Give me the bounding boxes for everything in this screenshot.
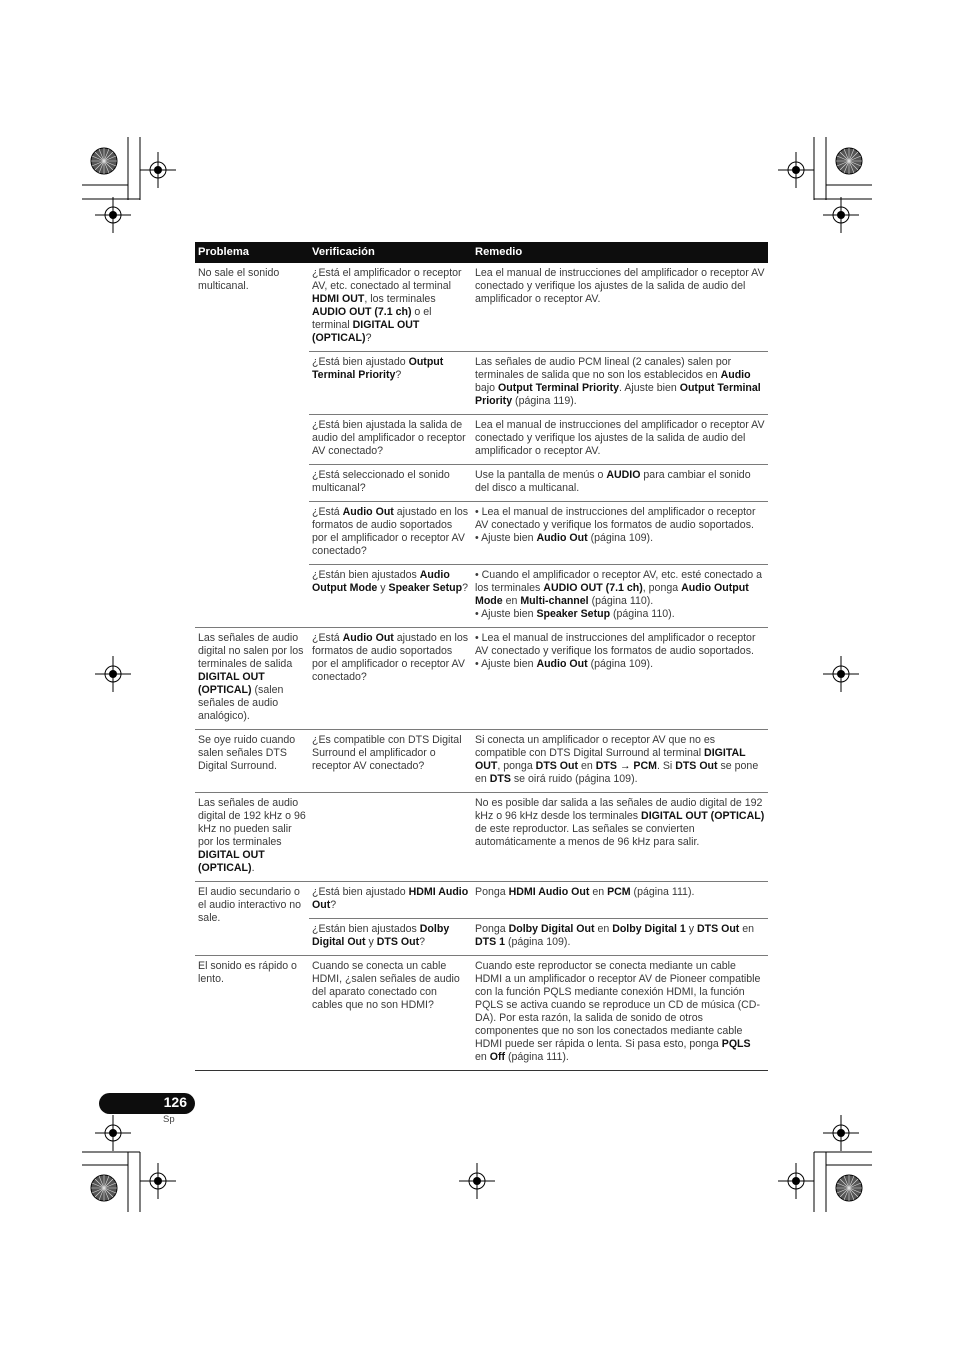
page-number: 126	[163, 1094, 187, 1110]
problem-cell: Se oye ruido cuando salen señales DTS Digital Surround.	[195, 730, 309, 793]
bold-term: DTS 1	[475, 936, 506, 948]
bold-term: Dolby Digital 1	[612, 923, 686, 935]
bullet-item: • Lea el manual de instrucciones del amplificador o receptor AV conectado y verifique los formatos de audio soportados.	[475, 632, 756, 657]
remedy-cell: Ponga HDMI Audio Out en PCM (página 111).	[472, 882, 768, 919]
bold-term: PQLS	[721, 1038, 751, 1050]
bold-term: AUDIO OUT (7.1 ch)	[543, 582, 643, 594]
troubleshooting-table	[195, 242, 768, 1071]
bold-term: DTS Out	[535, 760, 579, 772]
bold-term: Dolby Digital Out	[312, 923, 450, 948]
bold-term: DIGITAL OUT (OPTICAL)	[198, 849, 265, 874]
table-row	[195, 263, 768, 352]
bold-term: HDMI OUT	[312, 293, 365, 305]
check-cell: ¿Está bien ajustado HDMI Audio Out?	[309, 882, 472, 919]
bold-term: Output Terminal Priority	[475, 382, 761, 407]
bold-term: Audio Out	[536, 658, 588, 670]
bold-term: DTS → PCM	[595, 760, 657, 772]
remedy-cell: No es posible dar salida a las señales de audio digital de 192 kHz o 96 kHz desde los terminales DIGITAL OUT (OPTICAL) de este reproductor. Las señales se convierten automáticamente a menos de 96 kHz para salir.	[472, 793, 768, 882]
remedy-cell: Cuando este reproductor se conecta mediante un cable HDMI a un amplificador o receptor AV de Pioneer compatible con la función PQLS mediante conexión HDMI, la función PQLS se activa cuando se reproduce un CD de música (CD-DA). Por esta razón, la salida de sonido de otros componentes que no son los conectados mediante cable HDMI puede ser rápida o lenta. Si pasa esto, ponga PQLS en Off (página 111).	[472, 956, 768, 1071]
bold-term: Audio Out	[342, 632, 394, 644]
problem-cell: El audio secundario o el audio interactivo no sale.	[195, 882, 309, 956]
remedy-cell: Lea el manual de instrucciones del amplificador o receptor AV conectado y verifique los ajustes de la salida de audio del amplificador o receptor AV.	[472, 263, 768, 352]
bold-term: Audio Output Mode	[312, 569, 450, 594]
problem-cell: El sonido es rápido o lento.	[195, 956, 309, 1071]
bold-term: DTS	[489, 773, 511, 785]
bold-term: Speaker Setup	[536, 608, 611, 620]
bold-term: PCM	[607, 886, 631, 898]
check-cell: ¿Están bien ajustados Dolby Digital Out y DTS Out?	[309, 919, 472, 956]
check-cell: ¿Está Audio Out ajustado en los formatos de audio soportados por el amplificador o receptor AV conectado?	[309, 628, 472, 730]
bold-term: HDMI Audio Out	[312, 886, 469, 911]
table-header-row	[195, 242, 768, 263]
table-row	[195, 793, 768, 882]
table-row	[195, 730, 768, 793]
problem-cell: Las señales de audio digital de 192 kHz o 96 kHz no pueden salir por los terminales DIGITAL OUT (OPTICAL).	[195, 793, 309, 882]
remedy-cell	[472, 565, 768, 628]
problem-cell: No sale el sonido multicanal.	[195, 263, 309, 628]
bold-term: DIGITAL OUT	[475, 747, 746, 772]
bullet-item: • Ajuste bien Audio Out (página 109).	[475, 532, 654, 544]
bold-term: Output Terminal Priority	[312, 356, 444, 381]
bold-term: AUDIO	[606, 469, 641, 481]
remedy-cell: Ponga Dolby Digital Out en Dolby Digital 1 y DTS Out en DTS 1 (página 109).	[472, 919, 768, 956]
bold-term: DIGITAL OUT (OPTICAL)	[641, 810, 765, 822]
bullet-item: • Cuando el amplificador o receptor AV, etc. esté conectado a los terminales AUDIO OUT (7.1 ch), ponga Audio Output Mode en Multi-channel (página 110).	[475, 569, 762, 607]
bullet-item: • Lea el manual de instrucciones del amplificador o receptor AV conectado y verifique los formatos de audio soportados.	[475, 506, 756, 531]
table-row	[195, 628, 768, 730]
remedy-cell: Lea el manual de instrucciones del amplificador o receptor AV conectado y verifique los ajustes de la salida de audio del amplificador o receptor AV.	[472, 415, 768, 465]
page-number-badge	[99, 1093, 195, 1114]
bold-term: Output Terminal Priority	[497, 382, 620, 394]
remedy-cell	[472, 628, 768, 730]
check-cell: ¿Está el amplificador o receptor AV, etc. conectado al terminal HDMI OUT, los terminales AUDIO OUT (7.1 ch) o el terminal DIGITAL OUT (OPTICAL)?	[309, 263, 472, 352]
check-cell: ¿Es compatible con DTS Digital Surround el amplificador o receptor AV conectado?	[309, 730, 472, 793]
bullet-item: • Ajuste bien Speaker Setup (página 110).	[475, 608, 675, 620]
bold-term: HDMI Audio Out	[508, 886, 590, 898]
remedy-cell	[472, 502, 768, 565]
bold-term: Multi-channel	[520, 595, 589, 607]
check-cell: ¿Está bien ajustado Output Terminal Priority?	[309, 352, 472, 415]
bold-term: Audio Out	[536, 532, 588, 544]
table-body	[195, 263, 768, 1071]
check-cell: ¿Está Audio Out ajustado en los formatos de audio soportados por el amplificador o receptor AV conectado?	[309, 502, 472, 565]
bold-term: DIGITAL OUT (OPTICAL)	[198, 671, 265, 696]
header-check: Verificación	[309, 242, 472, 263]
bold-term: Audio Out	[342, 506, 394, 518]
check-cell: ¿Están bien ajustados Audio Output Mode y Speaker Setup?	[309, 565, 472, 628]
bold-term: Audio Output Mode	[475, 582, 749, 607]
check-cell: ¿Está bien ajustada la salida de audio del amplificador o receptor AV conectado?	[309, 415, 472, 465]
bold-term: Audio	[720, 369, 751, 381]
bold-term: Dolby Digital Out	[508, 923, 595, 935]
bold-term: DTS Out	[376, 936, 420, 948]
header-problem: Problema	[195, 242, 309, 263]
problem-cell: Las señales de audio digital no salen por los terminales de salida DIGITAL OUT (OPTICAL) (salen señales de audio analógico).	[195, 628, 309, 730]
language-code: Sp	[163, 1114, 175, 1125]
remedy-cell: Use la pantalla de menús o AUDIO para cambiar el sonido del disco a multicanal.	[472, 465, 768, 502]
check-cell: ¿Está seleccionado el sonido multicanal?	[309, 465, 472, 502]
bold-term: AUDIO OUT (7.1 ch)	[312, 306, 412, 318]
table-row	[195, 882, 768, 919]
bullet-item: • Ajuste bien Audio Out (página 109).	[475, 658, 654, 670]
bold-term: Off	[489, 1051, 506, 1063]
bold-term: DIGITAL OUT (OPTICAL)	[312, 319, 420, 344]
check-cell: Cuando se conecta un cable HDMI, ¿salen señales de audio del aparato conectado con cables que no son HDMI?	[309, 956, 472, 1071]
table-row	[195, 956, 768, 1071]
bold-term: DTS Out	[696, 923, 740, 935]
header-remedy: Remedio	[472, 242, 768, 263]
remedy-cell: Si conecta un amplificador o receptor AV que no es compatible con DTS Digital Surround al terminal DIGITAL OUT, ponga DTS Out en DTS → PCM. Si DTS Out se pone en DTS se oirá ruido (página 109).	[472, 730, 768, 793]
bold-term: Speaker Setup	[388, 582, 463, 594]
bold-term: DTS Out	[675, 760, 718, 772]
remedy-cell: Las señales de audio PCM lineal (2 canales) salen por terminales de salida que no son los establecidos en Audio bajo Output Terminal Priority. Ajuste bien Output Terminal Priority (página 119).	[472, 352, 768, 415]
check-cell	[309, 793, 472, 882]
